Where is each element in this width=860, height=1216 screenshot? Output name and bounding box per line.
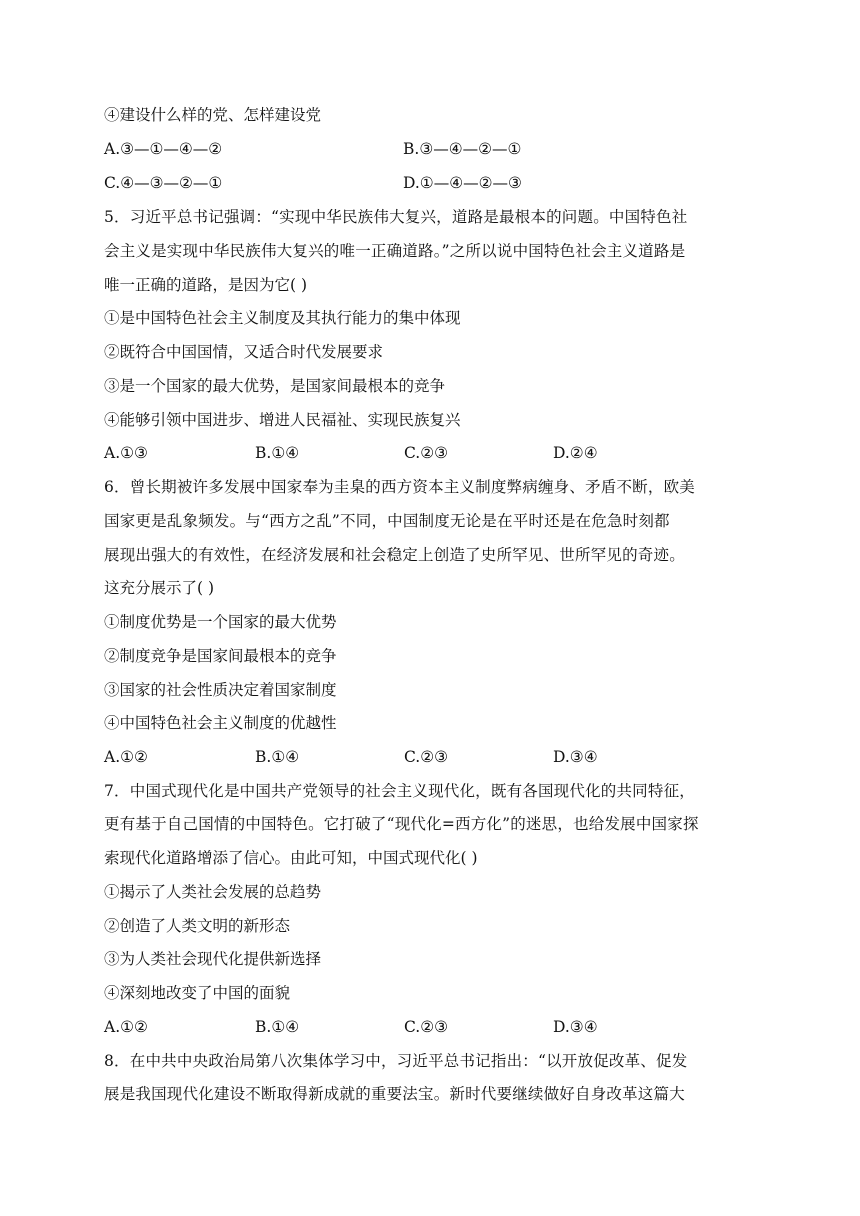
question-7-stem-line-2: 更有基于自己国情的中国特色。它打破了“现代化=西方化”的迷思，也给发展中国家探 — [104, 815, 699, 833]
question-5-answer-c: C.②③ — [404, 444, 449, 462]
question-6-answer-c: C.②③ — [404, 748, 449, 766]
question-8-stem-line-1: 8．在中共中央政治局第八次集体学习中，习近平总书记指出：“以开放促改革、促发 — [104, 1052, 688, 1070]
question-7-answer-a: A.①② — [104, 1018, 148, 1036]
question-option-line: ④建设什么样的党、怎样建设党 — [104, 106, 322, 124]
question-6-answer-d: D.③④ — [553, 748, 598, 766]
question-6-option-2: ②制度竞争是国家间最根本的竞争 — [104, 647, 337, 665]
question-7-stem-line-1: 7．中国式现代化是中国共产党领导的社会主义现代化，既有各国现代化的共同特征， — [104, 782, 695, 800]
question-5-option-3: ③是一个国家的最大优势，是国家间最根本的竞争 — [104, 377, 446, 395]
question-5-answer-a: A.①③ — [104, 444, 148, 462]
question-7-option-3: ③为人类社会现代化提供新选择 — [104, 950, 322, 968]
question-6-stem-line-2: 国家更是乱象频发。与“西方之乱”不同，中国制度无论是在平时还是在危急时刻都 — [104, 512, 670, 530]
question-6-option-3: ③国家的社会性质决定着国家制度 — [104, 681, 337, 699]
question-5-stem-line-1: 5．习近平总书记强调：“实现中华民族伟大复兴，道路是最根本的问题。中国特色社 — [104, 208, 688, 226]
question-6-stem-line-1: 6．曾长期被许多发展中国家奉为圭臬的西方资本主义制度弊病缠身、矛盾不断，欧美 — [104, 478, 695, 496]
question-6-stem-line-3: 展现出强大的有效性，在经济发展和社会稳定上创造了史所罕见、世所罕见的奇迹。 — [104, 546, 685, 564]
question-5-option-1: ①是中国特色社会主义制度及其执行能力的集中体现 — [104, 309, 461, 327]
question-5-answer-d: D.②④ — [553, 444, 598, 462]
question-6-answer-b: B.①④ — [255, 748, 300, 766]
question-7-stem-line-3: 索现代化道路增添了信心。由此可知，中国式现代化( ) — [104, 849, 478, 867]
question-7-answer-b: B.①④ — [255, 1018, 300, 1036]
question-7-option-1: ①揭示了人类社会发展的总趋势 — [104, 883, 322, 901]
question-8-stem-line-2: 展是我国现代化建设不断取得新成就的重要法宝。新时代要继续做好自身改革这篇大 — [104, 1085, 685, 1103]
question-7-option-4: ④深刻地改变了中国的面貌 — [104, 984, 291, 1002]
question-6-option-4: ④中国特色社会主义制度的优越性 — [104, 714, 337, 732]
question-7-answer-c: C.②③ — [404, 1018, 449, 1036]
question-7-answer-d: D.③④ — [553, 1018, 598, 1036]
answer-choice-b: B.③—④—②—① — [403, 140, 522, 158]
question-5-option-2: ②既符合中国国情，又适合时代发展要求 — [104, 343, 384, 361]
answer-choice-d: D.①—④—②—③ — [403, 174, 522, 192]
question-6-answer-a: A.①② — [104, 748, 148, 766]
question-5-option-4: ④能够引领中国进步、增进人民福祉、实现民族复兴 — [104, 411, 461, 429]
question-7-option-2: ②创造了人类文明的新形态 — [104, 917, 291, 935]
question-6-stem-line-4: 这充分展示了( ) — [104, 579, 215, 597]
question-6-option-1: ①制度优势是一个国家的最大优势 — [104, 613, 337, 631]
question-5-stem-line-3: 唯一正确的道路，是因为它( ) — [104, 276, 308, 294]
answer-choice-c: C.④—③—②—① — [104, 174, 223, 192]
question-5-stem-line-2: 会主义是实现中华民族伟大复兴的唯一正确道路。”之所以说中国特色社会主义道路是 — [104, 242, 686, 260]
answer-choice-a: A.③—①—④—② — [104, 140, 223, 158]
question-5-answer-b: B.①④ — [255, 444, 300, 462]
